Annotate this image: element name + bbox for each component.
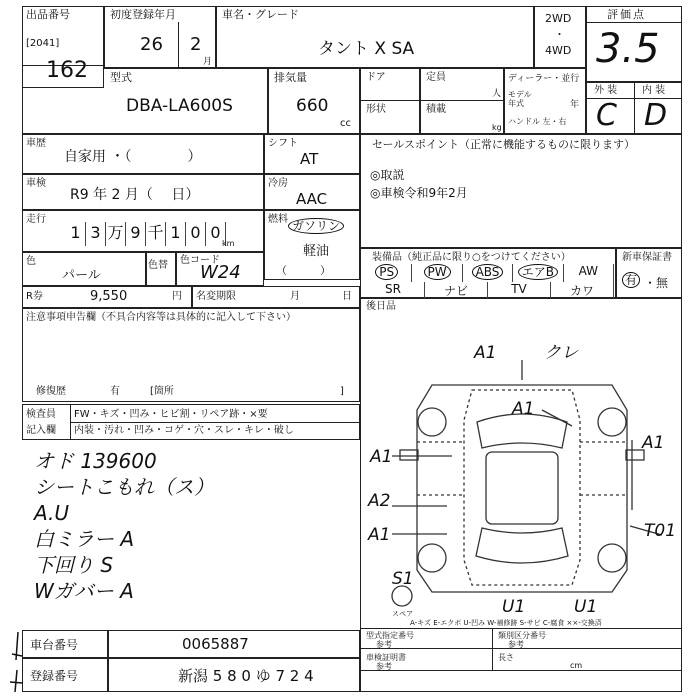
mileage-digit: 万	[106, 222, 126, 246]
first-reg-month-unit: 月	[203, 57, 213, 67]
score-divider	[586, 22, 682, 23]
color-value: パール	[62, 268, 101, 283]
handwritten-note: Wガバー A	[34, 579, 134, 603]
reference-label-2: 参考	[508, 640, 524, 649]
load-unit: kg	[492, 123, 502, 132]
diagram-wheel-fr	[598, 408, 626, 436]
equipment-item-label: PS	[375, 264, 398, 280]
equipment-item	[488, 282, 551, 298]
lot-sub: [2041]	[26, 38, 60, 49]
chassis-label: 車台番号	[30, 638, 79, 652]
diagram-mark-3: A1	[512, 399, 535, 419]
plate-label: 登録番号	[30, 669, 79, 683]
fuel-gasoline-circle: ガソリン	[288, 218, 344, 234]
mileage-digit: 1	[66, 222, 86, 246]
mileage-digits	[66, 222, 226, 246]
equipment-item	[362, 282, 425, 298]
after-label: 後日品	[366, 301, 396, 312]
capacity-label: 定員	[426, 72, 446, 83]
equipment-item	[564, 264, 614, 282]
exterior-grade: C	[596, 98, 617, 133]
handwritten-note: 下回り S	[34, 553, 114, 577]
diagram-wheel-rr	[598, 544, 626, 572]
score-label: 評価点	[607, 8, 646, 21]
fuel-label: 燃料	[268, 214, 288, 225]
diagram-mark-line-6	[542, 410, 572, 426]
warranty-yes	[622, 272, 640, 288]
place-close: ]	[340, 386, 344, 397]
handwritten-note: シートこもれ（ス）	[34, 475, 214, 499]
mileage-digit: 0	[206, 222, 226, 246]
mileage-label: 走行	[26, 214, 46, 225]
drive-2wd: 2WD	[545, 12, 572, 25]
displacement-value: 660	[296, 96, 329, 116]
diagram-mark-4: A1	[370, 447, 393, 467]
cert-label: 車検証明書	[366, 653, 406, 662]
grade-divider	[634, 82, 635, 134]
diagram-wheel-rl	[418, 544, 446, 572]
ac-value: AAC	[296, 190, 328, 208]
handwritten-notes	[34, 448, 234, 604]
capacity-unit: 人	[492, 89, 502, 99]
diagram-mark-8: T01	[644, 521, 677, 541]
sales-label: セールスポイント（正常に機能するものに限ります）	[372, 138, 636, 151]
equipment-item	[425, 282, 488, 298]
first-reg-year: 26	[140, 34, 163, 55]
footer-right-divider	[492, 628, 493, 670]
diagram-mark-1: A1	[474, 343, 497, 363]
diagram-spare-label: スペア	[392, 610, 413, 618]
capacity-divider	[360, 100, 504, 101]
sales-item-1: ◎取説	[370, 168, 405, 182]
usage-label: 車歴	[26, 138, 46, 149]
equipment-item-label: AW	[578, 264, 599, 278]
damage-legend: A-キズ E-エクボ U-凹み W-補修跡 S-サビ C-腐食 ××-交換済	[410, 619, 602, 627]
meigi-label: 名変期限	[196, 291, 236, 302]
meigi-month: 月	[290, 291, 300, 302]
inspection-label: 車検	[26, 178, 46, 189]
notes-label: 注意事項申告欄（不具合内容等は具体的に記入して下さい）	[26, 312, 296, 323]
ac-label: 冷房	[268, 178, 288, 189]
inspector-row1: FW・キズ・凹み・ヒビ割・リペア跡・×要	[74, 409, 268, 420]
recycle-unit: 円	[172, 291, 182, 302]
model-value: DBA-LA600S	[126, 96, 233, 116]
lot-number: 162	[46, 58, 88, 83]
equipment-label: 装備品（純正品に限り○をつけてください）	[372, 252, 571, 263]
mileage-digit: 1	[166, 222, 186, 246]
diagram-wheel-fl	[418, 408, 446, 436]
dealer-label: ディーラー・並行	[508, 74, 580, 84]
inspector-label-1: 検査員	[26, 409, 56, 420]
first-reg-divider	[178, 22, 179, 68]
color-code-label: 色コード	[180, 255, 220, 266]
diagram-mark-9: S1	[392, 569, 414, 589]
load-label: 積載	[426, 104, 446, 115]
car-name: タント X SA	[318, 39, 415, 59]
model-label: 型式	[110, 71, 132, 84]
equipment-item-label: PW	[424, 264, 451, 280]
usage-value: 自家用 ・（ ）	[64, 149, 202, 165]
equipment-item-label: カワ	[569, 284, 594, 298]
diagram-mark-11: U1	[574, 597, 598, 617]
repair-value: 有	[110, 386, 120, 397]
handwritten-note: A.U	[34, 501, 70, 525]
diagram-spare	[392, 586, 412, 606]
displacement-label: 排気量	[274, 71, 307, 84]
recycle-label: R券	[26, 291, 43, 302]
warranty-label: 新車保証書	[622, 252, 672, 263]
diagram-mark-10: U1	[502, 597, 526, 617]
drive-dot: ・	[554, 28, 565, 41]
shape-label: 形状	[366, 104, 386, 115]
interior-grade: D	[644, 98, 668, 133]
plate-value: 新潟 5 8 0 ゆ 7 2 4	[178, 667, 314, 685]
recycle-value: 9,550	[90, 289, 128, 304]
inspector-row2: 内装・汚れ・凹み・コゲ・穴・スレ・キレ・破し	[74, 425, 294, 436]
chassis-value: 0065887	[182, 635, 249, 653]
diagram-mark-2: クレ	[544, 343, 578, 363]
meigi-day: 日	[342, 291, 352, 302]
damage-diagram	[362, 330, 682, 620]
model-left-edge	[22, 88, 104, 134]
door-label: ドア	[366, 72, 386, 83]
equipment-item	[463, 264, 513, 282]
equipment-item	[362, 264, 412, 282]
fuel-paren: （ ）	[276, 264, 331, 277]
equipment-item	[412, 264, 462, 282]
model-year-unit: 年	[570, 100, 580, 110]
mileage-unit: km	[222, 239, 235, 248]
inspector-label-2: 記入欄	[26, 425, 56, 436]
inspection-value: R9 年 2 月（ 日）	[70, 187, 200, 203]
fuel-gasoline	[288, 218, 344, 234]
type-spec-label: 型式指定番号	[366, 631, 414, 640]
interior-label: 内 装	[642, 85, 666, 96]
handwritten-note: 白ミラー A	[34, 527, 135, 551]
diagram-inner-body	[464, 390, 580, 585]
color-change-label: 色替	[148, 260, 168, 271]
warranty-no: ・無	[644, 276, 669, 290]
equipment-item-label: TV	[511, 282, 527, 296]
place-label: [箇所	[150, 386, 174, 397]
mileage-digit: 千	[146, 222, 166, 246]
first-reg-month: 2	[190, 34, 202, 55]
length-label: 長さ	[498, 653, 514, 662]
score-value: 3.5	[596, 26, 660, 72]
length-unit: cm	[570, 661, 583, 670]
diagram-mark-6: A2	[368, 491, 391, 511]
diagram-mirror-l	[400, 450, 418, 460]
reference-label-3: 参考	[376, 662, 392, 671]
equipment-item-label: ABS	[472, 264, 504, 280]
class-label: 類別区分番号	[498, 631, 546, 640]
equipment-item	[513, 264, 563, 282]
inspector-divider-h	[70, 422, 360, 423]
diagram-roof	[486, 452, 558, 524]
handle-label: ハンドル 左・右	[508, 117, 567, 126]
warranty-yes-circle: 有	[622, 272, 640, 288]
displacement-unit: cc	[340, 118, 351, 129]
car-name-label: 車名・グレード	[222, 8, 299, 21]
diagram-mark-7: A1	[368, 525, 391, 545]
equipment-row-2	[362, 282, 614, 298]
equipment-row-1	[362, 264, 614, 282]
sales-item-2: ◎車検令和9年2月	[370, 186, 468, 200]
model-year-label: モデル 年式	[508, 90, 532, 108]
equipment-item	[551, 282, 614, 298]
equipment-item-label: エアB	[518, 264, 558, 280]
reference-label-1: 参考	[376, 640, 392, 649]
first-reg-label: 初度登録年月	[110, 8, 176, 21]
footer-right-divider-h2	[360, 670, 682, 671]
diagram-mark-5: A1	[642, 433, 665, 453]
equipment-item-label: SR	[385, 282, 401, 296]
color-code-value: W24	[200, 262, 241, 283]
color-label: 色	[26, 256, 36, 267]
equipment-item-label: ナビ	[443, 284, 468, 298]
fuel-diesel: 軽油	[303, 244, 330, 259]
margin-marks	[8, 630, 26, 696]
mileage-digit: 9	[126, 222, 146, 246]
lot-label: 出品番号	[26, 8, 70, 21]
repair-label: 修復歴	[36, 386, 66, 397]
mileage-digit: 0	[186, 222, 206, 246]
exterior-label: 外 装	[594, 85, 618, 96]
diagram-windshield	[477, 414, 567, 448]
lot-bottom	[22, 66, 104, 88]
diagram-rear-window	[476, 528, 568, 563]
shift-label: シフト	[268, 138, 298, 149]
shift-value: AT	[300, 150, 319, 168]
handwritten-note: オド 139600	[34, 449, 157, 473]
drive-4wd: 4WD	[545, 44, 572, 57]
mileage-digit: 3	[86, 222, 106, 246]
